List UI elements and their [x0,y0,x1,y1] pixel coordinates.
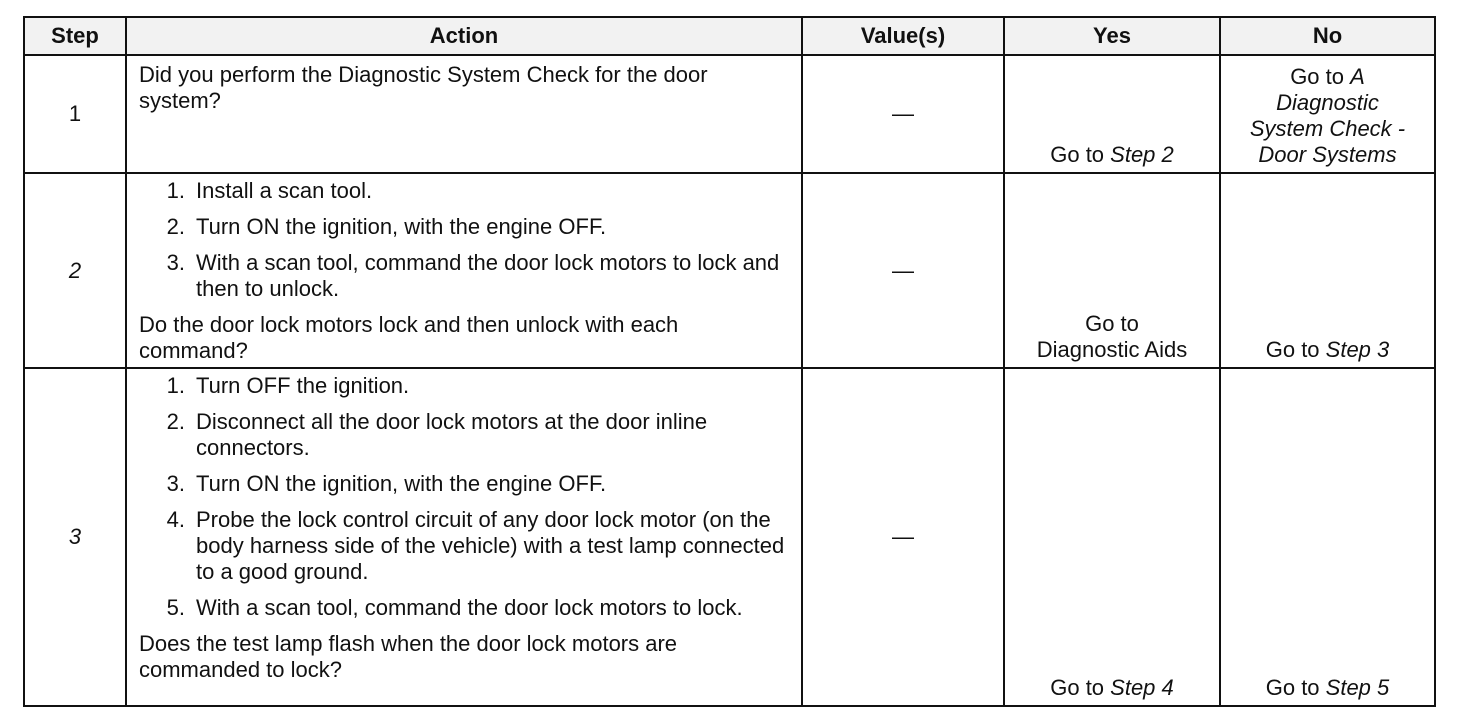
step-number: 3 [68,524,82,549]
action-question: Do the door lock motors lock and then unlock with each command? [139,312,679,363]
step-item-number: 5. [166,595,185,620]
yes-cell [1004,173,1220,368]
no-result[interactable] [1266,337,1390,362]
step-item-number: 3. [166,250,185,275]
action-cell [126,368,802,706]
header-action: Action [126,17,802,55]
header-yes: Yes [1004,17,1220,55]
step-cell [24,55,126,173]
step-item-number: 1. [166,178,185,203]
no-prefix: Go to [1265,675,1326,700]
value-dash: — [892,524,914,549]
no-step-ref: Step 5 [1325,675,1390,700]
action-cell [126,173,802,368]
step-number: 2 [68,257,82,283]
step-cell [24,173,126,368]
step-item-text: With a scan tool, command the door lock motors to lock and then to unlock. [196,250,780,301]
list-item [139,178,793,204]
yes-line-2: Diagnostic Aids [1036,337,1188,362]
step-item-number: 1. [166,373,185,398]
action-steps-list [139,178,793,302]
list-item [139,214,793,240]
step-item-number: 2. [166,409,185,434]
no-cell [1220,173,1435,368]
yes-result[interactable] [1005,311,1219,363]
no-cell [1220,55,1435,173]
yes-result[interactable] [1050,142,1174,167]
value-cell [802,368,1004,706]
step-item-text: Install a scan tool. [196,178,373,203]
step-item-text: With a scan tool, command the door lock motors to lock. [196,595,743,620]
yes-step-ref: Step 2 [1110,142,1174,167]
list-item [139,471,793,497]
action-question: Does the test lamp flash when the door lock motors are commanded to lock? [139,631,678,682]
no-prefix: Go to [1290,64,1351,89]
no-step-ref: A Diagnostic System Check - Door Systems [1249,64,1406,167]
header-step: Step [24,17,126,55]
no-prefix: Go to [1265,337,1326,362]
step-item-text: Turn ON the ignition, with the engine OFF. [196,214,607,239]
yes-step-ref: Step 4 [1110,675,1174,700]
no-step-ref: Step 3 [1325,337,1390,362]
table-row-step-1 [24,55,1435,173]
value-dash: — [892,101,914,126]
no-result[interactable] [1250,64,1405,167]
yes-cell [1004,368,1220,706]
list-item [139,250,793,302]
list-item [139,507,793,585]
diagnostic-table [23,16,1436,707]
header-values: Value(s) [802,17,1004,55]
list-item [139,409,793,461]
step-item-number: 3. [166,471,185,496]
value-cell [802,173,1004,368]
step-item-number: 4. [166,507,185,532]
header-row [24,17,1435,55]
step-item-number: 2. [166,214,185,239]
step-item-text: Disconnect all the door lock motors at the door inline connectors. [196,409,708,460]
yes-cell [1004,55,1220,173]
list-item [139,373,793,399]
step-number: 1 [68,101,82,126]
step-item-text: Probe the lock control circuit of any door lock motor (on the body harness side of the vehicle) with a test lamp connected to a good ground. [196,507,785,584]
step-cell [24,368,126,706]
step-item-text: Turn ON the ignition, with the engine OFF. [196,471,607,496]
table-row-step-2 [24,173,1435,368]
yes-result[interactable] [1050,675,1174,700]
action-question: Did you perform the Diagnostic System Check for the door system? [139,62,708,113]
header-no: No [1220,17,1435,55]
yes-line-1: Go to [1085,311,1139,336]
yes-prefix: Go to [1050,142,1111,167]
action-steps-list [139,373,793,621]
diagnostic-table-sheet [23,16,1436,707]
value-dash: — [892,257,914,283]
table-row-step-3 [24,368,1435,706]
action-cell [126,55,802,173]
list-item [139,595,793,621]
step-item-text: Turn OFF the ignition. [196,373,410,398]
no-cell [1220,368,1435,706]
no-result[interactable] [1266,675,1390,700]
yes-prefix: Go to [1050,675,1111,700]
value-cell [802,55,1004,173]
